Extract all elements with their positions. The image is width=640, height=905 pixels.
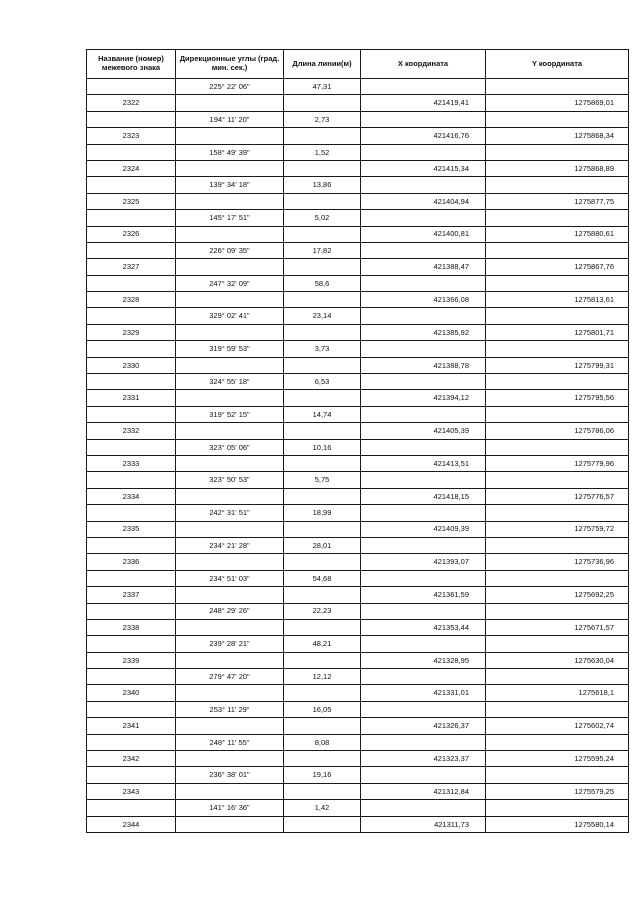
- cell-y: 1275813,61: [486, 292, 629, 308]
- cell-name: [87, 636, 176, 652]
- coordinates-table-sheet: [86, 49, 628, 833]
- cell-name: 2331: [87, 390, 176, 406]
- cell-y: [486, 111, 629, 127]
- cell-angle: [176, 816, 284, 832]
- cell-angle: 279° 47' 20": [176, 669, 284, 685]
- cell-name: [87, 210, 176, 226]
- table-row: [87, 144, 629, 160]
- cell-angle: 253° 11' 29": [176, 701, 284, 717]
- table-row: [87, 128, 629, 144]
- table-row: [87, 685, 629, 701]
- cell-y: [486, 275, 629, 291]
- cell-length: 23,14: [284, 308, 361, 324]
- cell-length: [284, 324, 361, 340]
- cell-name: 2341: [87, 718, 176, 734]
- cell-angle: 329° 02' 41": [176, 308, 284, 324]
- cell-angle: [176, 554, 284, 570]
- cell-name: [87, 111, 176, 127]
- cell-name: 2342: [87, 751, 176, 767]
- cell-y: 1275671,57: [486, 619, 629, 635]
- cell-name: 2329: [87, 324, 176, 340]
- table-row: [87, 160, 629, 176]
- cell-name: 2332: [87, 423, 176, 439]
- cell-name: 2339: [87, 652, 176, 668]
- cell-x: [361, 374, 486, 390]
- cell-x: 421323,37: [361, 751, 486, 767]
- cell-name: 2338: [87, 619, 176, 635]
- cell-name: 2337: [87, 587, 176, 603]
- header-y: Y координата: [486, 50, 629, 79]
- cell-length: 1,52: [284, 144, 361, 160]
- cell-y: 1275579,25: [486, 783, 629, 799]
- cell-y: 1275595,24: [486, 751, 629, 767]
- cell-length: 28,01: [284, 537, 361, 553]
- table-row: [87, 439, 629, 455]
- cell-y: 1275736,96: [486, 554, 629, 570]
- cell-x: 421409,39: [361, 521, 486, 537]
- cell-x: 421311,73: [361, 816, 486, 832]
- cell-y: 1275880,61: [486, 226, 629, 242]
- cell-x: [361, 570, 486, 586]
- cell-y: [486, 177, 629, 193]
- cell-name: [87, 341, 176, 357]
- table-row: [87, 652, 629, 668]
- cell-angle: 319° 52' 15": [176, 406, 284, 422]
- cell-length: [284, 455, 361, 471]
- cell-name: [87, 669, 176, 685]
- cell-y: 1275618,1: [486, 685, 629, 701]
- table-row: [87, 341, 629, 357]
- cell-y: 1275786,06: [486, 423, 629, 439]
- cell-x: 421328,95: [361, 652, 486, 668]
- table-row: [87, 390, 629, 406]
- cell-length: [284, 357, 361, 373]
- cell-x: [361, 537, 486, 553]
- cell-y: [486, 570, 629, 586]
- cell-name: 2334: [87, 488, 176, 504]
- cell-y: 1275776,57: [486, 488, 629, 504]
- cell-y: 1275877,75: [486, 193, 629, 209]
- table-row: [87, 537, 629, 553]
- table-row: [87, 505, 629, 521]
- cell-length: [284, 390, 361, 406]
- cell-angle: [176, 193, 284, 209]
- cell-y: 1275867,76: [486, 259, 629, 275]
- cell-x: [361, 210, 486, 226]
- table-body: [87, 79, 629, 833]
- cell-name: 2330: [87, 357, 176, 373]
- table-row: [87, 423, 629, 439]
- cell-y: [486, 341, 629, 357]
- table-row: [87, 242, 629, 258]
- cell-y: [486, 374, 629, 390]
- table-row: [87, 177, 629, 193]
- cell-length: 58,6: [284, 275, 361, 291]
- cell-y: [486, 472, 629, 488]
- cell-name: [87, 242, 176, 258]
- cell-angle: [176, 652, 284, 668]
- cell-length: 6,53: [284, 374, 361, 390]
- cell-angle: [176, 685, 284, 701]
- cell-y: [486, 800, 629, 816]
- cell-name: 2323: [87, 128, 176, 144]
- cell-angle: 323° 05' 06": [176, 439, 284, 455]
- cell-y: [486, 439, 629, 455]
- cell-length: [284, 128, 361, 144]
- cell-name: [87, 800, 176, 816]
- cell-length: [284, 751, 361, 767]
- table-row: [87, 193, 629, 209]
- cell-x: 421393,07: [361, 554, 486, 570]
- cell-length: 14,74: [284, 406, 361, 422]
- cell-x: [361, 734, 486, 750]
- cell-length: [284, 619, 361, 635]
- cell-y: 1275602,74: [486, 718, 629, 734]
- cell-name: [87, 275, 176, 291]
- cell-angle: 139° 34' 18": [176, 177, 284, 193]
- cell-y: 1275779,96: [486, 455, 629, 471]
- cell-angle: 225° 22' 06": [176, 79, 284, 95]
- cell-y: [486, 308, 629, 324]
- table-row: [87, 259, 629, 275]
- cell-x: [361, 177, 486, 193]
- cell-length: 1,42: [284, 800, 361, 816]
- cell-length: [284, 488, 361, 504]
- table-row: [87, 210, 629, 226]
- cell-angle: [176, 783, 284, 799]
- table-row: [87, 800, 629, 816]
- cell-name: [87, 439, 176, 455]
- cell-y: 1275580,14: [486, 816, 629, 832]
- cell-length: [284, 193, 361, 209]
- cell-name: 2328: [87, 292, 176, 308]
- header-length: Длина линии(м): [284, 50, 361, 79]
- cell-angle: 319° 59' 53": [176, 341, 284, 357]
- cell-angle: 248° 11' 55": [176, 734, 284, 750]
- cell-name: 2343: [87, 783, 176, 799]
- table-row: [87, 751, 629, 767]
- cell-x: [361, 472, 486, 488]
- cell-name: [87, 144, 176, 160]
- table-row: [87, 406, 629, 422]
- cell-y: 1275868,89: [486, 160, 629, 176]
- cell-angle: [176, 292, 284, 308]
- cell-length: 5,75: [284, 472, 361, 488]
- cell-angle: [176, 587, 284, 603]
- cell-y: 1275869,01: [486, 95, 629, 111]
- table-row: [87, 587, 629, 603]
- cell-name: 2333: [87, 455, 176, 471]
- cell-x: 421416,76: [361, 128, 486, 144]
- table-row: [87, 521, 629, 537]
- cell-angle: [176, 488, 284, 504]
- table-row: [87, 79, 629, 95]
- cell-x: 421388,78: [361, 357, 486, 373]
- cell-length: 47,31: [284, 79, 361, 95]
- cell-name: 2344: [87, 816, 176, 832]
- header-angle: Дирекционные углы (град. мин. сек.): [176, 50, 284, 79]
- cell-x: [361, 79, 486, 95]
- table-row: [87, 472, 629, 488]
- cell-length: [284, 160, 361, 176]
- cell-x: 421419,41: [361, 95, 486, 111]
- cell-angle: 234° 51' 03": [176, 570, 284, 586]
- cell-y: [486, 79, 629, 95]
- cell-length: [284, 226, 361, 242]
- cell-name: [87, 701, 176, 717]
- cell-length: 17,82: [284, 242, 361, 258]
- cell-name: [87, 177, 176, 193]
- cell-name: [87, 79, 176, 95]
- table-row: [87, 767, 629, 783]
- cell-angle: [176, 324, 284, 340]
- cell-length: 5,02: [284, 210, 361, 226]
- cell-x: 421388,47: [361, 259, 486, 275]
- cell-x: 421413,51: [361, 455, 486, 471]
- cell-x: 421404,94: [361, 193, 486, 209]
- cell-angle: [176, 390, 284, 406]
- cell-x: [361, 111, 486, 127]
- cell-length: 10,16: [284, 439, 361, 455]
- cell-angle: [176, 226, 284, 242]
- cell-x: [361, 308, 486, 324]
- cell-length: [284, 587, 361, 603]
- cell-y: [486, 242, 629, 258]
- cell-name: 2335: [87, 521, 176, 537]
- table-row: [87, 718, 629, 734]
- cell-name: [87, 767, 176, 783]
- cell-angle: 247° 32' 09": [176, 275, 284, 291]
- cell-x: [361, 800, 486, 816]
- cell-y: 1275868,34: [486, 128, 629, 144]
- cell-y: [486, 210, 629, 226]
- header-x: X координата: [361, 50, 486, 79]
- cell-length: [284, 423, 361, 439]
- table-row: [87, 619, 629, 635]
- cell-length: [284, 718, 361, 734]
- cell-angle: [176, 751, 284, 767]
- cell-name: [87, 308, 176, 324]
- cell-angle: 324° 55' 18": [176, 374, 284, 390]
- cell-angle: [176, 95, 284, 111]
- cell-angle: 242° 31' 51": [176, 505, 284, 521]
- cell-length: [284, 783, 361, 799]
- cell-angle: 158° 49' 39": [176, 144, 284, 160]
- cell-length: 13,86: [284, 177, 361, 193]
- cell-x: 421415,34: [361, 160, 486, 176]
- cell-x: [361, 242, 486, 258]
- cell-length: 54,68: [284, 570, 361, 586]
- table-row: [87, 111, 629, 127]
- cell-angle: [176, 521, 284, 537]
- cell-angle: 234° 21' 28": [176, 537, 284, 553]
- table-row: [87, 324, 629, 340]
- table-row: [87, 783, 629, 799]
- cell-y: [486, 636, 629, 652]
- table-row: [87, 816, 629, 832]
- cell-y: [486, 537, 629, 553]
- cell-angle: [176, 423, 284, 439]
- cell-length: [284, 259, 361, 275]
- cell-length: 22,23: [284, 603, 361, 619]
- cell-y: [486, 701, 629, 717]
- cell-name: 2322: [87, 95, 176, 111]
- cell-x: [361, 341, 486, 357]
- cell-name: [87, 603, 176, 619]
- cell-y: [486, 767, 629, 783]
- coordinates-table: [86, 49, 629, 833]
- cell-y: [486, 505, 629, 521]
- cell-length: 2,73: [284, 111, 361, 127]
- cell-y: [486, 144, 629, 160]
- cell-x: [361, 144, 486, 160]
- cell-x: [361, 701, 486, 717]
- cell-name: [87, 505, 176, 521]
- cell-x: [361, 406, 486, 422]
- cell-length: [284, 652, 361, 668]
- cell-y: [486, 603, 629, 619]
- cell-length: 3,73: [284, 341, 361, 357]
- cell-length: [284, 521, 361, 537]
- cell-angle: 194° 11' 20": [176, 111, 284, 127]
- cell-x: [361, 439, 486, 455]
- cell-x: 421394,12: [361, 390, 486, 406]
- table-row: [87, 455, 629, 471]
- cell-x: [361, 275, 486, 291]
- cell-x: 421312,84: [361, 783, 486, 799]
- table-row: [87, 488, 629, 504]
- cell-x: [361, 636, 486, 652]
- cell-x: 421405,39: [361, 423, 486, 439]
- cell-length: [284, 95, 361, 111]
- table-row: [87, 570, 629, 586]
- cell-y: [486, 734, 629, 750]
- cell-name: 2327: [87, 259, 176, 275]
- table-row: [87, 308, 629, 324]
- cell-name: [87, 537, 176, 553]
- table-row: [87, 636, 629, 652]
- cell-x: 421326,37: [361, 718, 486, 734]
- cell-y: [486, 669, 629, 685]
- table-row: [87, 734, 629, 750]
- cell-angle: 141° 16' 36": [176, 800, 284, 816]
- cell-length: [284, 685, 361, 701]
- cell-length: [284, 816, 361, 832]
- cell-angle: 323° 50' 53": [176, 472, 284, 488]
- cell-y: 1275630,04: [486, 652, 629, 668]
- cell-y: 1275799,31: [486, 357, 629, 373]
- cell-name: [87, 472, 176, 488]
- cell-x: [361, 767, 486, 783]
- cell-angle: [176, 455, 284, 471]
- cell-angle: 239° 28' 21": [176, 636, 284, 652]
- cell-length: 12,12: [284, 669, 361, 685]
- cell-y: 1275801,71: [486, 324, 629, 340]
- cell-name: 2324: [87, 160, 176, 176]
- cell-x: 421366,08: [361, 292, 486, 308]
- cell-name: 2336: [87, 554, 176, 570]
- cell-angle: [176, 619, 284, 635]
- cell-name: [87, 570, 176, 586]
- cell-name: [87, 406, 176, 422]
- table-row: [87, 603, 629, 619]
- table-row: [87, 292, 629, 308]
- table-row: [87, 95, 629, 111]
- table-row: [87, 374, 629, 390]
- cell-x: 421400,81: [361, 226, 486, 242]
- cell-length: [284, 292, 361, 308]
- table-row: [87, 701, 629, 717]
- cell-angle: 226° 09' 35": [176, 242, 284, 258]
- cell-angle: [176, 160, 284, 176]
- cell-angle: [176, 718, 284, 734]
- cell-y: 1275692,25: [486, 587, 629, 603]
- cell-name: 2325: [87, 193, 176, 209]
- cell-x: 421353,44: [361, 619, 486, 635]
- cell-name: 2326: [87, 226, 176, 242]
- cell-y: [486, 406, 629, 422]
- cell-length: 19,16: [284, 767, 361, 783]
- cell-y: 1275759,72: [486, 521, 629, 537]
- cell-length: 18,99: [284, 505, 361, 521]
- cell-x: 421331,01: [361, 685, 486, 701]
- cell-name: [87, 374, 176, 390]
- cell-angle: [176, 357, 284, 373]
- table-row: [87, 554, 629, 570]
- cell-length: 8,08: [284, 734, 361, 750]
- cell-length: [284, 554, 361, 570]
- cell-x: 421418,15: [361, 488, 486, 504]
- cell-length: 48,21: [284, 636, 361, 652]
- cell-x: [361, 505, 486, 521]
- table-row: [87, 275, 629, 291]
- cell-x: [361, 603, 486, 619]
- table-row: [87, 357, 629, 373]
- cell-name: 2340: [87, 685, 176, 701]
- header-name: Название (номер) межевого знака: [87, 50, 176, 79]
- cell-angle: [176, 128, 284, 144]
- cell-angle: 236° 38' 01": [176, 767, 284, 783]
- cell-length: 16,05: [284, 701, 361, 717]
- cell-angle: 145° 17' 51": [176, 210, 284, 226]
- cell-y: 1275795,56: [486, 390, 629, 406]
- cell-x: [361, 669, 486, 685]
- cell-angle: [176, 259, 284, 275]
- cell-angle: 248° 29' 26": [176, 603, 284, 619]
- cell-x: 421361,59: [361, 587, 486, 603]
- cell-x: 421385,92: [361, 324, 486, 340]
- table-row: [87, 226, 629, 242]
- table-row: [87, 669, 629, 685]
- table-header-row: [87, 50, 629, 79]
- cell-name: [87, 734, 176, 750]
